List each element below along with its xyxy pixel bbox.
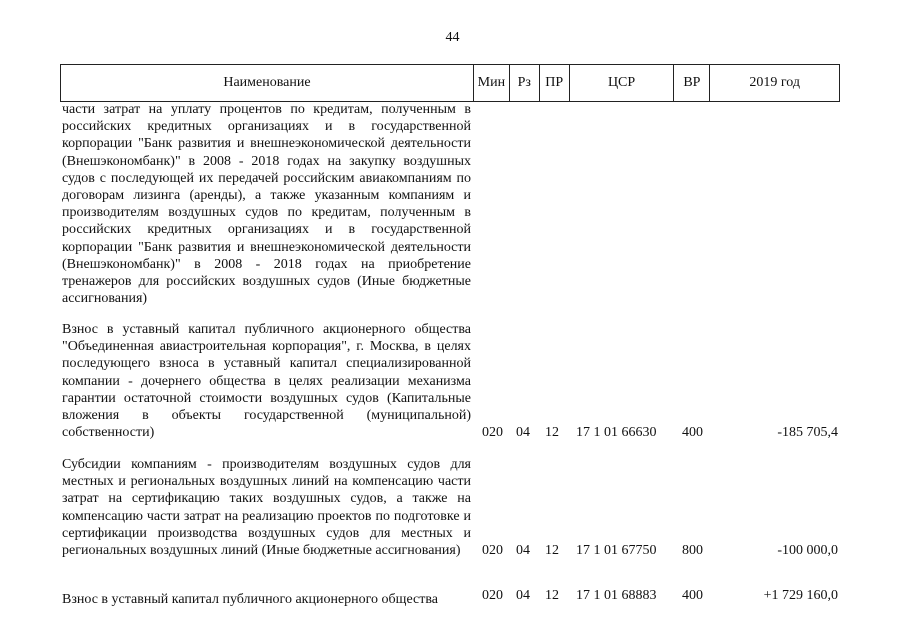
row-pr: 12 xyxy=(545,588,559,603)
row-csr: 17 1 01 68883 xyxy=(576,588,657,603)
row-amount: -185 705,4 xyxy=(777,425,838,441)
row-amount: +1 729 160,0 xyxy=(763,588,838,603)
row-csr: 17 1 01 67750 xyxy=(576,543,657,559)
header-min: Мин xyxy=(473,65,509,101)
row-min: 020 xyxy=(482,543,503,559)
row-rz: 04 xyxy=(516,425,530,441)
row-min: 020 xyxy=(482,588,503,603)
row-name: Взнос в уставный капитал публичного акционерного общества xyxy=(62,592,438,607)
header-csr: ЦСР xyxy=(569,65,674,101)
row-name: Взнос в уставный капитал публичного акционерного общества "Объединенная авиастроительная корпорация", г. Москва, в целях последующего взноса в уставный капитал специализированной компании - дочернего общества в целях реализации механизма гарантии остаточной стоимости воздушных судов (Капитальные вложения в объекты государственной (муниципальной) собственности) xyxy=(62,322,471,441)
row-name: части затрат на уплату процентов по кредитам, полученным в российских кредитных организациях и в государственной корпорации "Банк развития и внешнеэкономической деятельности (Внешэкономбанк)" в 2008 - 2018 годах на закупку воздушных судов с последующей их передачей российским авиакомпаниям по договорам лизинга (аренды), а также указанным компаниям и производителям воздушных судов по кредитам, полученным в российских кредитных организациях и в государственной корпорации "Банк развития и внешнеэкономической деятельности (Внешэкономбанк)" в 2008 - 2018 годах на приобретение тренажеров для российских воздушных судов (Иные бюджетные ассигнования) xyxy=(62,102,471,307)
header-name: Наименование xyxy=(223,75,311,90)
row-vr: 800 xyxy=(682,543,703,559)
row-vr: 400 xyxy=(682,425,703,441)
row-rz: 04 xyxy=(516,588,530,603)
row-csr: 17 1 01 66630 xyxy=(576,425,657,441)
header-rz: Рз xyxy=(509,65,539,101)
table-row xyxy=(60,321,840,441)
row-rz: 04 xyxy=(516,543,530,559)
row-name: Субсидии компаниям - производителям воздушных судов для местных и региональных воздушных линий на компенсацию части затрат на сертификацию таких воздушных судов, а также на компенсацию части затрат на реализацию проектов по подготовке и сертификации производства воздушных судов для местных и региональных воздушных линий (Иные бюджетные ассигнования) xyxy=(62,457,471,559)
table-row xyxy=(60,456,840,559)
row-min: 020 xyxy=(482,425,503,441)
table-row xyxy=(60,587,840,607)
header-year: 2019 год xyxy=(709,65,839,101)
header-vr: ВР xyxy=(673,65,709,101)
row-amount: -100 000,0 xyxy=(777,543,838,559)
page-number: 44 xyxy=(445,30,460,45)
row-vr: 400 xyxy=(682,588,703,603)
row-pr: 12 xyxy=(545,425,559,441)
row-pr: 12 xyxy=(545,543,559,559)
table-row xyxy=(60,101,840,307)
header-pr: ПР xyxy=(539,65,569,101)
table-header xyxy=(60,64,840,102)
